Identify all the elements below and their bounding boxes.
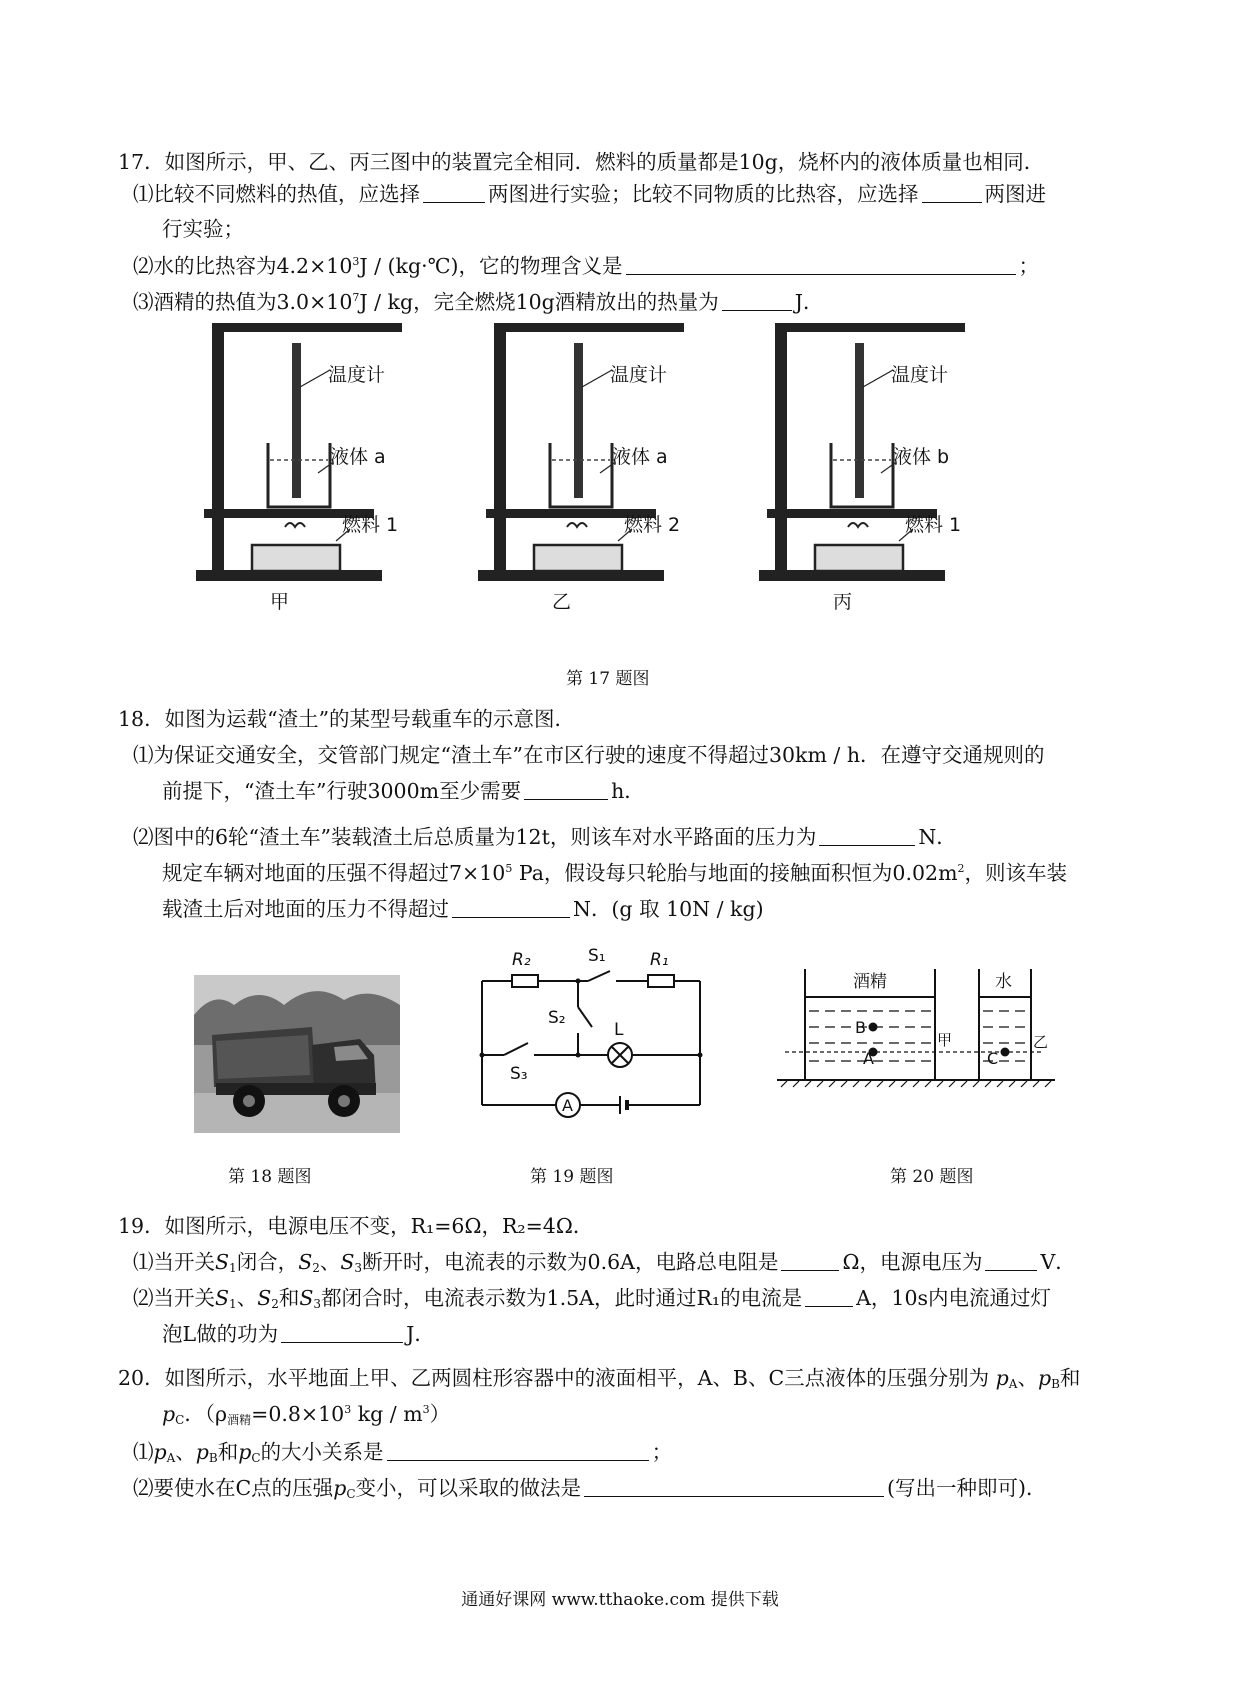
q17-answer-blank-1[interactable] <box>423 182 485 203</box>
q20-answer-blank-2[interactable] <box>584 1476 884 1497</box>
q19-stem: 19．如图所示，电源电压不变，R₁=6Ω，R₂=4Ω． <box>118 1214 594 1238</box>
q18-part2-cont2: 载渣土后对地面的压力不得超过 N．(g 取 10N / kg) <box>162 897 764 921</box>
q18-stem: 18．如图为运载“渣土”的某型号载重车的示意图． <box>118 707 576 731</box>
q19-answer-blank-4[interactable] <box>281 1322 403 1343</box>
q19-part2: ⑵当开关$S_1$、$S_2$和$S_3$都闭合时，电流表示数为1.5A，此时通过R₁的电流是 A，10s内电流通过灯 <box>133 1286 1052 1311</box>
q17-label-liquid: 液体 a <box>330 446 386 468</box>
q17-part3: ⑶酒精的热值为$3.0\times 10^7J$ / kg，完全燃烧10g酒精放出的热量为 J． <box>133 290 824 314</box>
q18-part2: ⑵图中的6轮“渣土车”装载渣土后总质量为12t，则该车对水平路面的压力为 N． <box>133 825 957 849</box>
q19-answer-blank-1[interactable] <box>781 1250 839 1271</box>
q17-figure <box>190 315 1090 655</box>
q19-circuit <box>470 945 710 1125</box>
q19-part2-cont: 泡L做的功为 J． <box>162 1322 435 1346</box>
q18-caption: 第 18 题图 <box>228 1167 312 1187</box>
q20-label-B: B <box>855 1018 866 1037</box>
q18-answer-blank-2[interactable] <box>819 825 915 846</box>
q17-part1: ⑴比较不同燃料的热值，应选择 两图进行实验；比较不同物质的比热容，应选择 两图进 <box>133 182 1046 206</box>
q17-part2: ⑵水的比热容为$4.2\times 10^3J$ / (kg·℃)，它的物理含义是 ； <box>133 254 1040 278</box>
q18-part1: ⑴为保证交通安全，交管部门规定“渣土车”在市区行驶的速度不得超过30km / h．在遵守交通规则的 <box>133 743 1045 767</box>
q17-panel-name: 甲 <box>270 591 290 613</box>
q20-stem: 20．如图所示，水平地面上甲、乙两圆柱形容器中的液面相平，A、B、C三点液体的压强分别为 $p_A$、$p_B$和 <box>118 1366 1081 1391</box>
q20-label-C: C <box>987 1049 999 1068</box>
q17-stem: 17．如图所示，甲、乙、丙三图中的装置完全相同．燃料的质量都是10g，烧杯内的液体质量也相同． <box>118 150 1045 174</box>
q17-label-fuel: 燃料 1 <box>905 514 962 536</box>
page-footer: 通通好课网 www.tthaoke.com 提供下载 <box>461 1590 779 1610</box>
q18-truck-photo <box>194 975 400 1133</box>
q17-panel-bing <box>759 323 965 613</box>
q20-label-yi: 乙 <box>1033 1033 1049 1051</box>
q17-answer-blank-4[interactable] <box>722 290 792 311</box>
q18-answer-blank-3[interactable] <box>452 897 570 918</box>
q20-label-water: 水 <box>995 972 1012 992</box>
q17-label-thermometer: 温度计 <box>328 364 386 386</box>
q19-label-S1: S₁ <box>588 946 606 966</box>
q20-label-alcohol: 酒精 <box>853 972 887 992</box>
q17-caption: 第 17 题图 <box>566 669 650 689</box>
q19-label-S3: S₃ <box>510 1064 528 1084</box>
q20-part2: ⑵要使水在C点的压强$p_C$变小，可以采取的做法是 (写出一种即可)． <box>133 1476 1047 1501</box>
q17-label-liquid: 液体 b <box>893 446 950 468</box>
q17-label-fuel: 燃料 1 <box>342 514 399 536</box>
q18-part1-cont: 前提下，“渣土车”行驶3000m至少需要 h． <box>162 779 645 803</box>
q19-label-R2: R₂ <box>512 950 531 970</box>
q17-label-thermometer: 温度计 <box>891 364 949 386</box>
q17-part1-cont: 行实验； <box>162 217 244 241</box>
q20-containers <box>775 965 1065 1115</box>
q19-label-L: L <box>614 1020 624 1040</box>
q17-answer-blank-2[interactable] <box>922 182 982 203</box>
q20-label-A: A <box>863 1049 874 1068</box>
q17-answer-blank-3[interactable] <box>626 254 1016 275</box>
q20-answer-blank-1[interactable] <box>387 1440 649 1461</box>
q19-label-S2: S₂ <box>548 1008 566 1028</box>
q19-answer-blank-3[interactable] <box>805 1286 853 1307</box>
q19-label-A: A <box>562 1096 573 1115</box>
q20-label-jia: 甲 <box>937 1031 953 1049</box>
q17-label-thermometer: 温度计 <box>610 364 668 386</box>
q20-caption: 第 20 题图 <box>890 1167 974 1187</box>
q17-panel-jia <box>196 323 402 613</box>
q17-label-liquid: 液体 a <box>612 446 668 468</box>
q17-panel-yi <box>478 323 684 613</box>
q18-answer-blank-1[interactable] <box>524 779 608 800</box>
q17-panel-name: 乙 <box>552 591 572 613</box>
q19-part1: ⑴当开关$S_1$闭合，$S_2$、$S_3$断开时，电流表的示数为0.6A，电路总电阻是 Ω，电源电压为 V． <box>133 1250 1076 1275</box>
q20-part1: $⑴p_A$、$p_B$和$p_C$的大小关系是 ； <box>133 1440 673 1465</box>
q17-label-fuel: 燃料 2 <box>624 514 681 536</box>
q17-panel-name: 丙 <box>833 591 853 613</box>
q19-label-R1: R₁ <box>650 950 669 970</box>
q19-caption: 第 19 题图 <box>530 1167 614 1187</box>
q18-part2-cont: 规定车辆对地面的压强不得超过$7\times 10^5$ Pa，假设每只轮胎与地面的接触面积恒为$0.02m^2$，则该车装 <box>162 861 1068 885</box>
q20-stem-cont: $p_C$．（$\rho_{酒精}=0.8\times 10^3$ kg / $m^3$） <box>162 1402 451 1427</box>
q19-answer-blank-2[interactable] <box>985 1250 1037 1271</box>
